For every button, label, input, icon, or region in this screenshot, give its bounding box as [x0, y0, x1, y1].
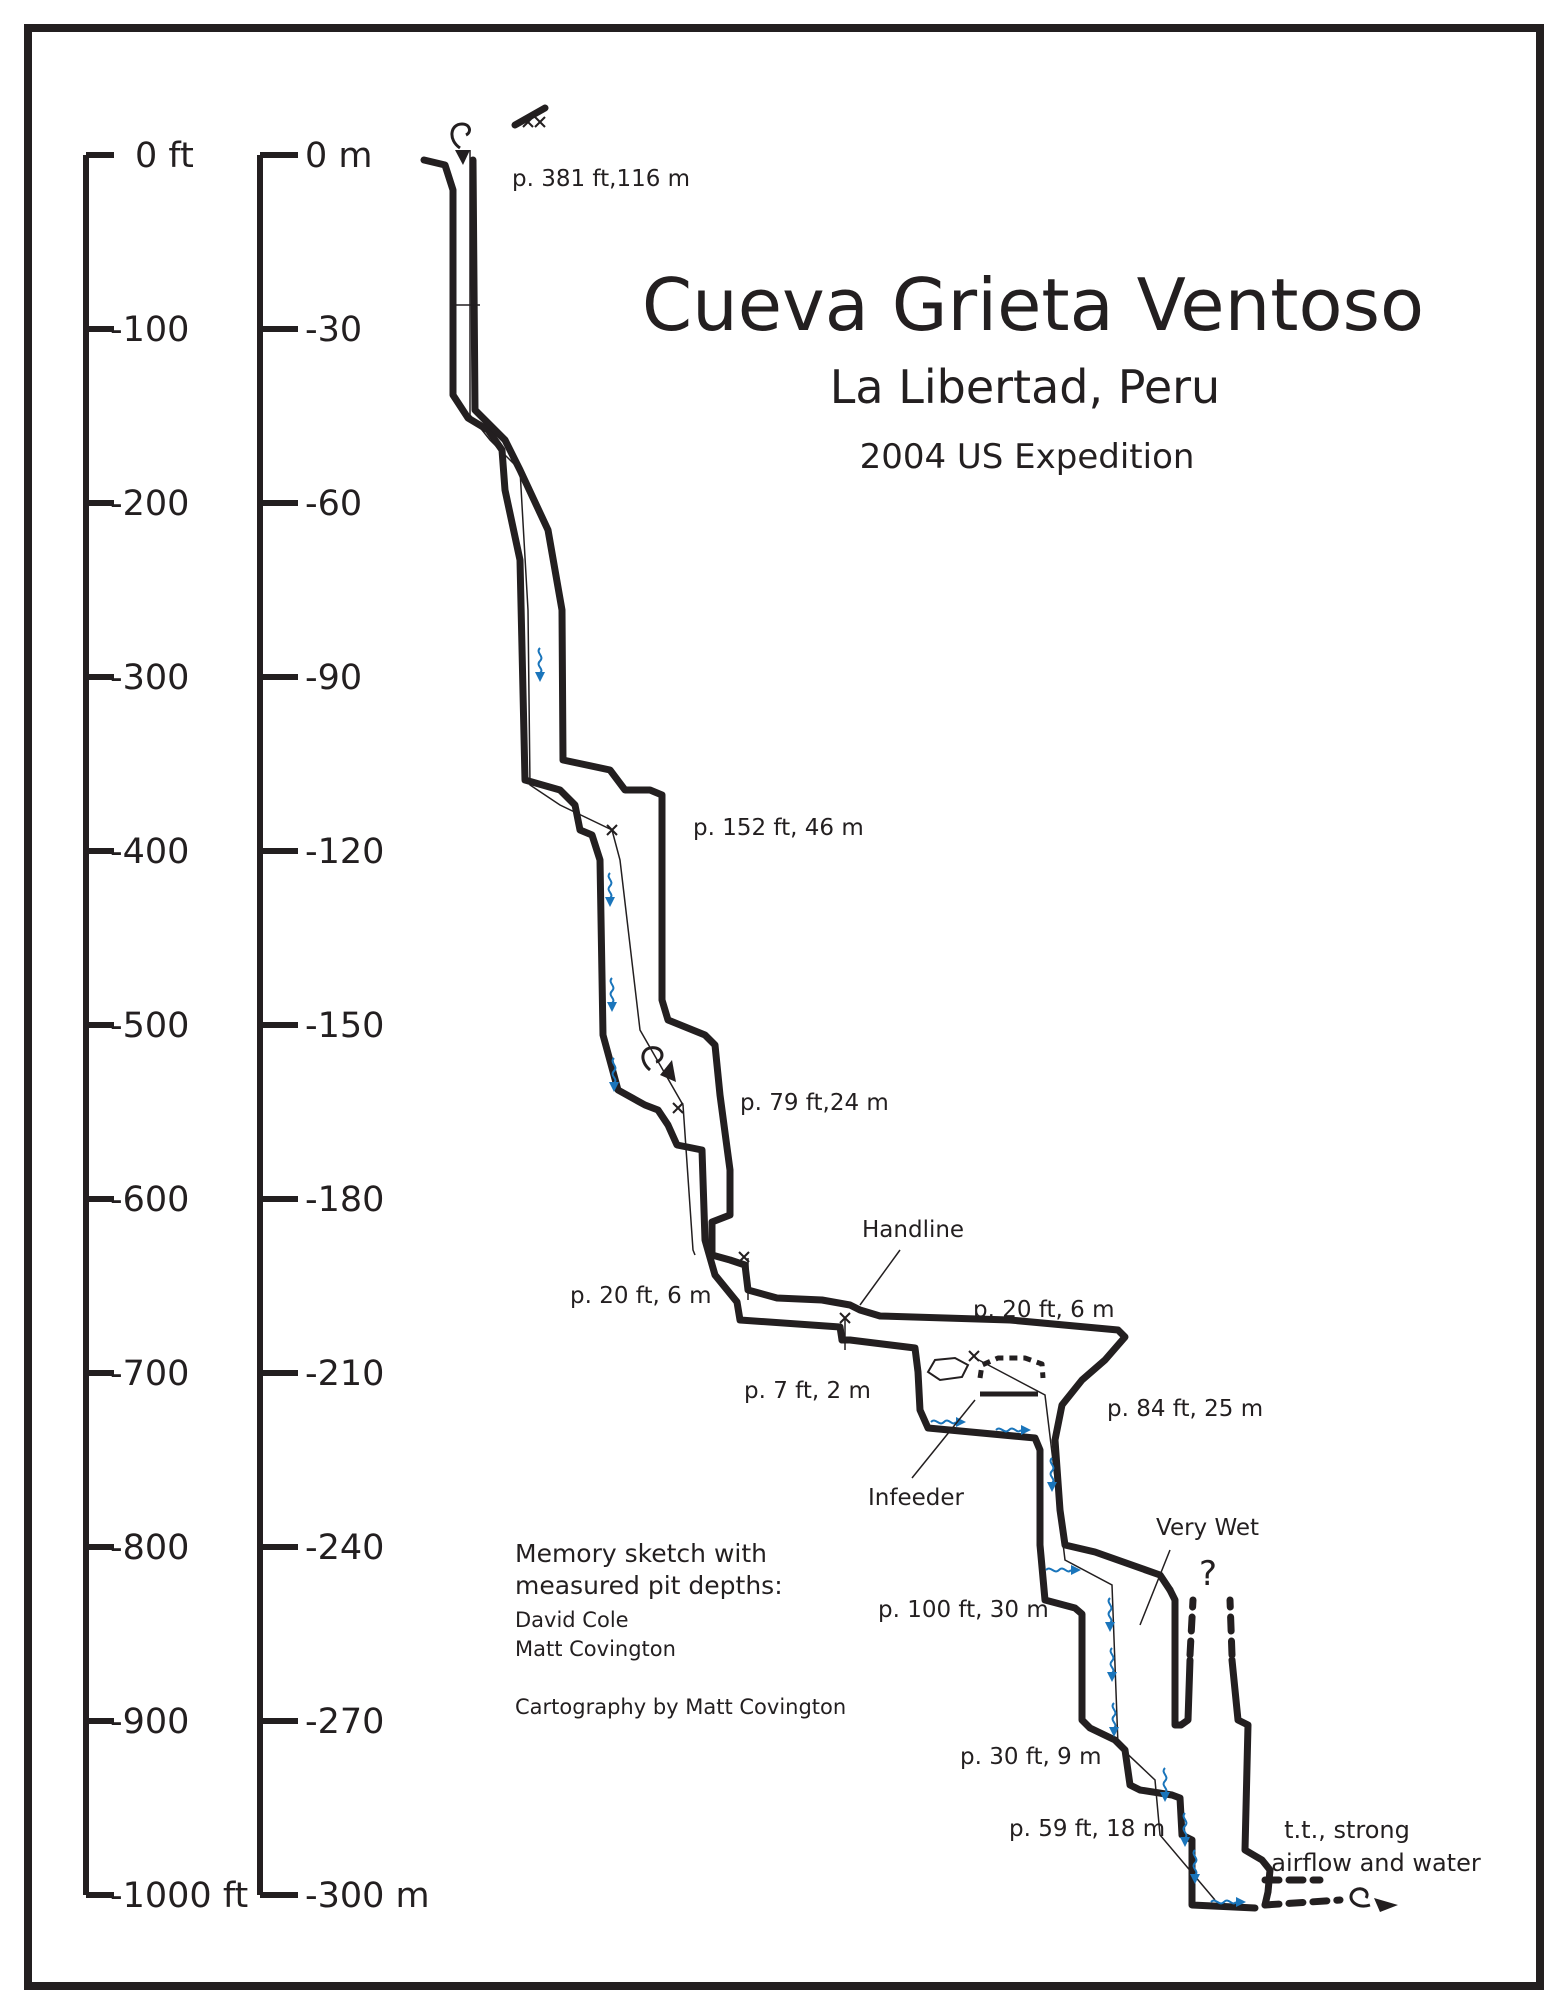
meter-scale-label: -30: [305, 310, 363, 350]
meter-scale-label: -240: [305, 1528, 385, 1568]
pit-label-7: p. 84 ft, 25 m: [1107, 1396, 1264, 1422]
airflow-entrance-icon: [452, 124, 470, 165]
infeeder-label: Infeeder: [868, 1485, 964, 1511]
pit-label-9: p. 30 ft, 9 m: [960, 1744, 1102, 1770]
feet-scale-label: -200: [110, 484, 190, 524]
meter-scale-label: -300 m: [305, 1876, 430, 1916]
rig-point-icon: [535, 117, 545, 127]
feet-scale-label: -800: [110, 1528, 190, 1568]
meter-scale-label: -270: [305, 1702, 385, 1742]
meter-scale-label: -210: [305, 1354, 385, 1394]
pit-label-5: p. 20 ft, 6 m: [973, 1297, 1115, 1323]
terminal-note-line1: t.t., strong: [1284, 1816, 1410, 1844]
pit-label-10: p. 59 ft, 18 m: [1009, 1816, 1166, 1842]
credits-block: [515, 1539, 846, 1719]
depth-scale-feet: [86, 136, 248, 1916]
map-title: Cueva Grieta Ventoso: [641, 263, 1425, 347]
credits-cartography: Cartography by Matt Covington: [515, 1695, 847, 1719]
rig-point-icon: [739, 1252, 749, 1262]
meter-scale-label: -150: [305, 1006, 385, 1046]
pit-label-2: p. 152 ft, 46 m: [693, 815, 864, 841]
water-flow-arrow-icon: [535, 648, 545, 682]
feet-scale-label: -500: [110, 1006, 190, 1046]
feet-scale-label: -900: [110, 1702, 190, 1742]
feet-scale-label: -400: [110, 832, 190, 872]
feet-scale-label: -100: [110, 310, 190, 350]
unexplored-lead-mark: ?: [1198, 1554, 1218, 1594]
meter-scale-label: -90: [305, 658, 363, 698]
credits-line2: measured pit depths:: [515, 1571, 783, 1600]
handline-label: Handline: [862, 1217, 965, 1243]
terminal-note-line2: airflow and water: [1271, 1849, 1481, 1877]
rig-point-icon: [607, 825, 617, 835]
meter-scale-label: -60: [305, 484, 363, 524]
very-wet-label: Very Wet: [1156, 1515, 1260, 1541]
meter-scale-label: 0 m: [305, 136, 373, 176]
depth-scale-meters: [260, 136, 430, 1916]
pit-label-4: p. 20 ft, 6 m: [570, 1283, 712, 1309]
pit-label-1: p. 381 ft,116 m: [512, 166, 691, 192]
rig-point-icon: [673, 1103, 683, 1113]
pit-label-3: p. 79 ft,24 m: [740, 1090, 889, 1116]
meter-scale-label: -180: [305, 1180, 385, 1220]
credits-name1: David Cole: [515, 1608, 629, 1632]
handline-leader: [860, 1250, 900, 1305]
feet-scale-label: -1000 ft: [110, 1876, 249, 1916]
feet-scale-label: -300: [110, 658, 190, 698]
boulder-icon: [928, 1358, 968, 1380]
credits-name2: Matt Covington: [515, 1637, 676, 1661]
meter-scale-label: -120: [305, 832, 385, 872]
pit-label-8: p. 100 ft, 30 m: [878, 1597, 1049, 1623]
water-flow-arrow-icon: [607, 978, 617, 1012]
map-location: La Libertad, Peru: [829, 360, 1221, 414]
rig-point-icon: [969, 1351, 979, 1361]
water-flow-arrow-icon: [605, 873, 615, 907]
feet-scale-label: -600: [110, 1180, 190, 1220]
map-expedition: 2004 US Expedition: [859, 437, 1195, 477]
feet-scale-label: 0 ft: [135, 136, 194, 176]
feet-scale-label: -700: [110, 1354, 190, 1394]
airflow-terminal-icon: [1351, 1889, 1398, 1912]
pit-label-6: p. 7 ft, 2 m: [744, 1378, 871, 1404]
credits-line1: Memory sketch with: [515, 1539, 767, 1568]
